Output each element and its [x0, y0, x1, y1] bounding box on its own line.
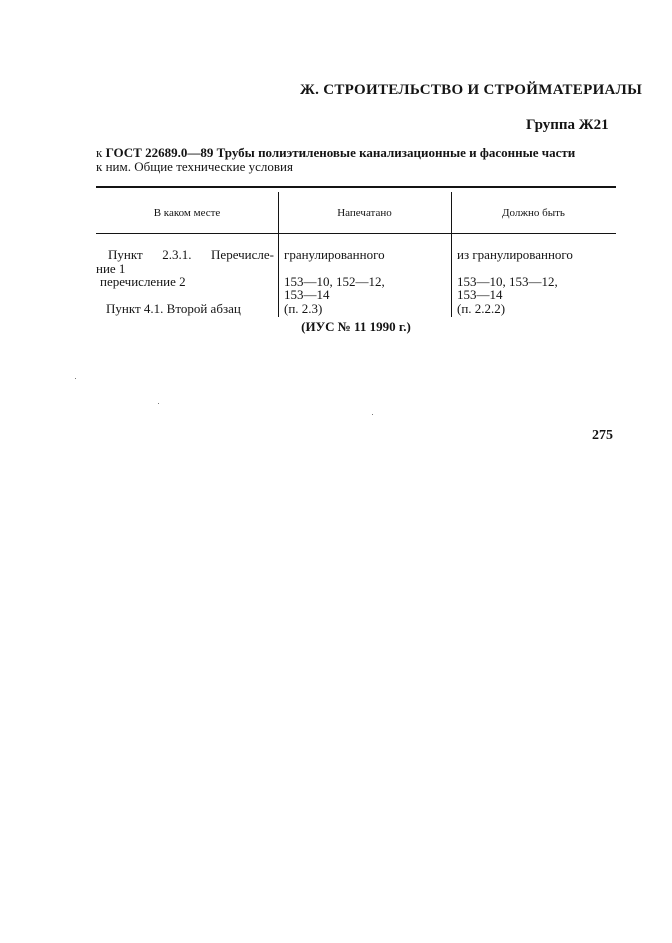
section-title: Ж. СТРОИТЕЛЬСТВО И СТРОЙМАТЕРИАЛЫ — [300, 82, 643, 98]
amendment-title — [96, 146, 616, 174]
amendment-prefix: к — [96, 145, 106, 160]
table-top-rule — [96, 186, 616, 188]
row1-location-line2: ние 1 — [96, 261, 126, 276]
column-header-printed: Напечатано — [337, 207, 392, 219]
scan-speck — [372, 414, 373, 415]
row2-should-be-line1: 153—10, 153—12, — [457, 274, 558, 289]
page-number: 275 — [592, 428, 613, 443]
row1-should-be: из гранулированного — [457, 247, 573, 262]
amendment-standard: ГОСТ 22689.0—89 Трубы полиэтиленовые канализационные и фасонные части — [105, 145, 576, 160]
source-note: (ИУС № 11 1990 г.) — [301, 319, 411, 334]
row3-location: Пункт 4.1. Второй абзац — [106, 301, 241, 316]
scan-speck — [75, 378, 76, 379]
column-header-should-be: Должно быть — [502, 207, 565, 219]
table-header-rule — [96, 233, 616, 234]
amendment-title-rest: к ним. Общие технические условия — [96, 159, 293, 174]
scan-speck — [158, 403, 159, 404]
row2-printed-line1: 153—10, 152—12, — [284, 274, 385, 289]
row2-location: перечисление 2 — [100, 274, 186, 289]
row1-printed: гранулированного — [284, 247, 385, 262]
column-header-location: В каком месте — [153, 207, 221, 219]
row2-should-be-line2: 153—14 — [457, 287, 503, 302]
row3-should-be: (п. 2.2.2) — [457, 301, 506, 316]
row2-printed-line2: 153—14 — [284, 287, 330, 302]
row3-printed: (п. 2.3) — [284, 301, 323, 316]
row1-location-line1: Пункт 2.3.1. Перечисле- — [108, 247, 274, 262]
group-label: Группа Ж21 — [526, 117, 609, 133]
